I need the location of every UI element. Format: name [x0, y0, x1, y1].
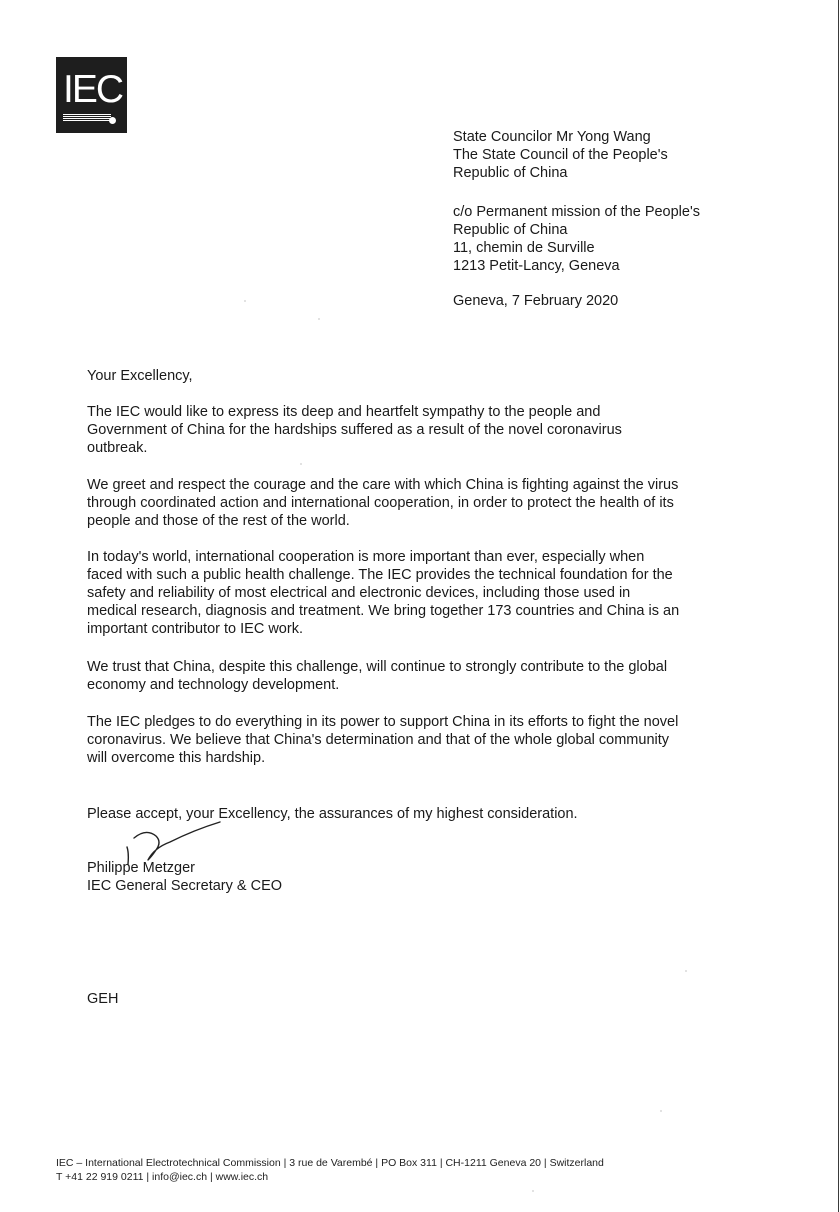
body-paragraph-5	[87, 713, 767, 767]
care-of-line: 1213 Petit-Lancy, Geneva	[453, 258, 620, 274]
logo-dot	[109, 117, 116, 124]
body-paragraph-4	[87, 658, 767, 694]
paragraph-line: In today's world, international cooperation is more important than ever, especially when	[87, 549, 645, 565]
logo-text: IEC	[63, 68, 123, 111]
recipient-line: State Councilor Mr Yong Wang	[453, 129, 651, 145]
iec-logo	[56, 57, 127, 133]
salutation: Your Excellency,	[87, 368, 193, 384]
footer-address: IEC – International Electrotechnical Commission | 3 rue de Varembé | PO Box 311 | CH-1211 Geneva 20 | Switzerland	[56, 1157, 604, 1169]
date-line: Geneva, 7 February 2020	[453, 293, 619, 309]
page-edge-line	[838, 0, 839, 1212]
footer-contact: T +41 22 919 0211 | info@iec.ch | www.iec.ch	[56, 1171, 269, 1183]
closing-line: Please accept, your Excellency, the assurances of my highest consideration.	[87, 806, 578, 822]
body-paragraph-3	[87, 548, 767, 638]
paragraph-line: We greet and respect the courage and the care with which China is fighting against the virus	[87, 477, 679, 493]
care-of-line: Republic of China	[453, 222, 568, 238]
scan-speck	[660, 1110, 662, 1112]
scan-speck	[318, 318, 320, 320]
paragraph-line: We trust that China, despite this challenge, will continue to strongly contribute to the global	[87, 659, 668, 675]
care-of-line: 11, chemin de Surville	[453, 240, 595, 256]
paragraph-line: The IEC would like to express its deep and heartfelt sympathy to the people and	[87, 404, 601, 420]
paragraph-line: through coordinated action and international cooperation, in order to protect the health of its	[87, 495, 674, 511]
paragraph-line: coronavirus. We believe that China's determination and that of the whole global community	[87, 732, 670, 748]
scan-speck	[685, 970, 687, 972]
paragraph-line: Government of China for the hardships suffered as a result of the novel coronavirus	[87, 422, 622, 438]
scan-speck	[532, 1190, 534, 1192]
paragraph-line: medical research, diagnosis and treatment. We bring together 173 countries and China is an	[87, 603, 680, 619]
scan-speck	[300, 463, 302, 465]
paragraph-line: faced with such a public health challenge. The IEC provides the technical foundation for the	[87, 567, 673, 583]
care-of-address	[453, 203, 813, 275]
paragraph-line: people and those of the rest of the world.	[87, 513, 350, 529]
recipient-line: The State Council of the People's	[453, 147, 668, 163]
recipient-address	[453, 128, 813, 182]
body-paragraph-1	[87, 403, 767, 457]
paragraph-line: outbreak.	[87, 440, 148, 456]
paragraph-line: economy and technology development.	[87, 677, 340, 693]
reference-initials: GEH	[87, 991, 119, 1007]
signatory-name: Philippe Metzger	[87, 860, 195, 876]
paragraph-line: important contributor to IEC work.	[87, 621, 303, 637]
recipient-line: Republic of China	[453, 165, 568, 181]
logo-stripes	[63, 114, 113, 122]
paragraph-line: The IEC pledges to do everything in its power to support China in its efforts to fight the novel	[87, 714, 679, 730]
paragraph-line: will overcome this hardship.	[87, 750, 266, 766]
signatory-block	[87, 859, 767, 895]
care-of-line: c/o Permanent mission of the People's	[453, 204, 700, 220]
signatory-title: IEC General Secretary & CEO	[87, 878, 283, 894]
paragraph-line: safety and reliability of most electrical and electronic devices, including those used in	[87, 585, 631, 601]
body-paragraph-2	[87, 476, 767, 530]
scan-speck	[244, 300, 246, 302]
